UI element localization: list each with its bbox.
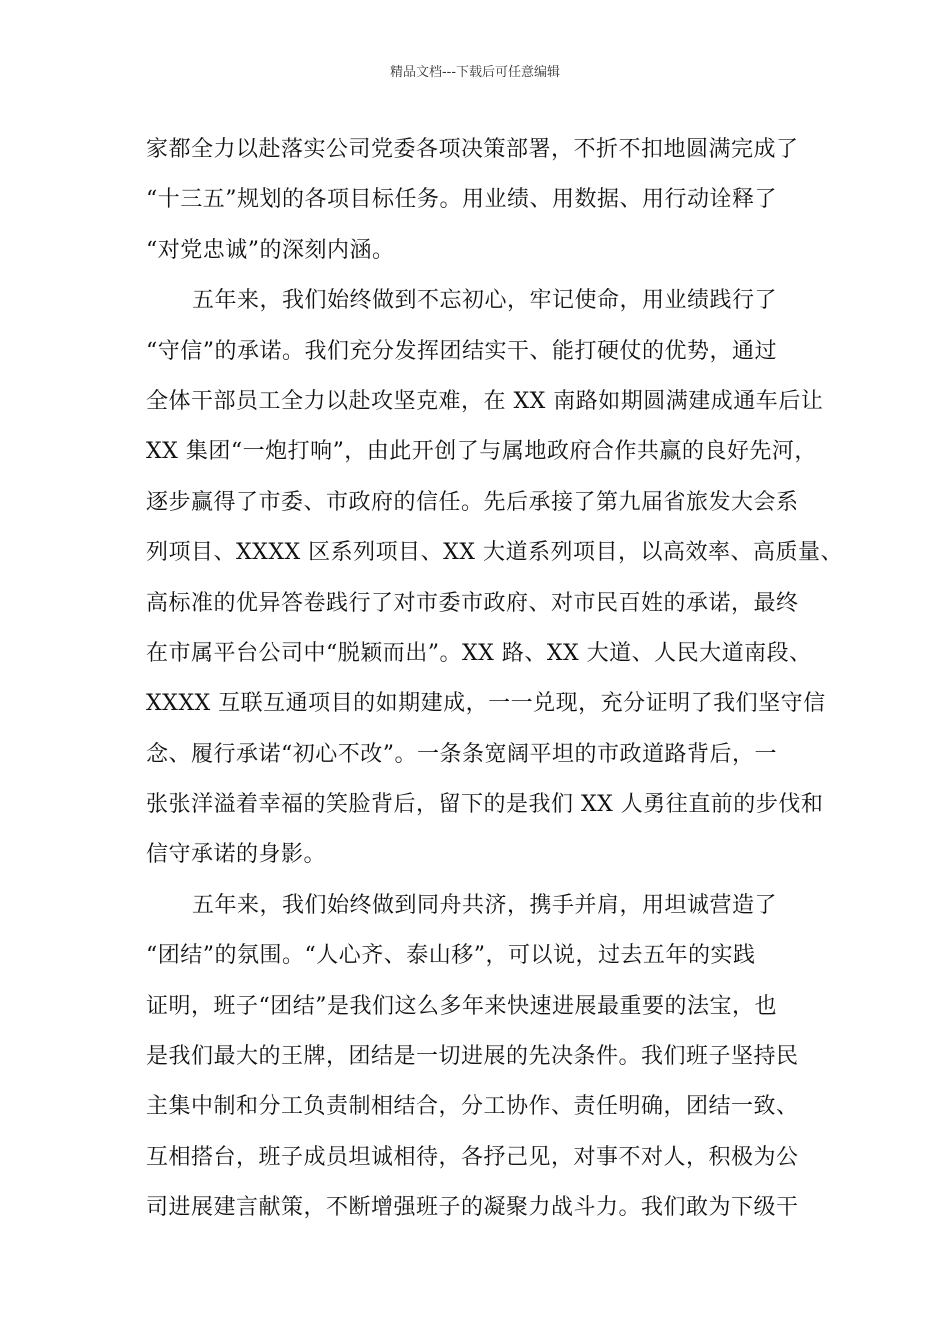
text-line: 在市属平台公司中“脱颖而出”。XX 路、XX 大道、人民大道南段、 — [146, 640, 812, 666]
document-body — [146, 125, 843, 1234]
text-line: “团结”的氛围。“人心齐、泰山移”，可以说，过去五年的实践 — [146, 943, 756, 969]
text-line: “十三五”规划的各项目标任务。用业绩、用数据、用行动诠释了 — [146, 187, 777, 213]
text-line: 司进展建言献策，不断增强班子的凝聚力战斗力。我们敢为下级干 — [146, 1195, 799, 1221]
text-line: 信守承诺的身影。 — [146, 842, 327, 868]
text-line: 列项目、XXXX 区系列项目、XX 大道系列项目，以高效率、高质量、 — [146, 540, 843, 566]
text-line: XXXX 互联互通项目的如期建成，一一兑现，充分证明了我们坚守信 — [146, 691, 826, 717]
text-line: “对党忠诚”的深刻内涵。 — [146, 237, 395, 263]
paragraph-first-line: 五年来，我们始终做到不忘初心，牢记使命，用业绩践行了 — [192, 288, 778, 314]
text-line: 主集中制和分工负责制相结合，分工协作、责任明确，团结一致、 — [146, 1094, 799, 1120]
text-line: 证明，班子“团结”是我们这么多年来快速进展最重要的法宝，也 — [146, 993, 777, 1019]
text-line: 念、履行承诺“初心不改”。一条条宽阔平坦的市政道路背后，一 — [146, 741, 777, 767]
text-line: 张张洋溢着幸福的笑脸背后，留下的是我们 XX 人勇往直前的步伐和 — [146, 792, 824, 818]
text-line: 互相搭台，班子成员坦诚相待，各抒己见，对事不对人，积极为公 — [146, 1144, 799, 1170]
text-line: “守信”的承诺。我们充分发挥团结实干、能打硬仗的优势，通过 — [146, 338, 777, 364]
text-line: 逐步赢得了市委、市政府的信任。先后承接了第九届省旅发大会系 — [146, 489, 799, 515]
paragraph-first-line: 五年来，我们始终做到同舟共济，携手并肩，用坦诚营造了 — [192, 892, 778, 918]
text-line: XX 集团“一炮打响”，由此开创了与属地政府合作共赢的良好先河， — [146, 439, 817, 465]
text-line: 全体干部员工全力以赴攻坚克难，在 XX 南路如期圆满建成通车后让 — [146, 388, 824, 414]
text-line: 家都全力以赴落实公司党委各项决策部署，不折不扣地圆满完成了 — [146, 137, 799, 162]
text-line: 是我们最大的王牌，团结是一切进展的先决条件。我们班子坚持民 — [146, 1044, 799, 1070]
page-header: 精品文档---下载后可任意编辑 — [389, 65, 561, 80]
text-line: 高标准的优异答卷践行了对市委市政府、对市民百姓的承诺，最终 — [146, 590, 799, 616]
